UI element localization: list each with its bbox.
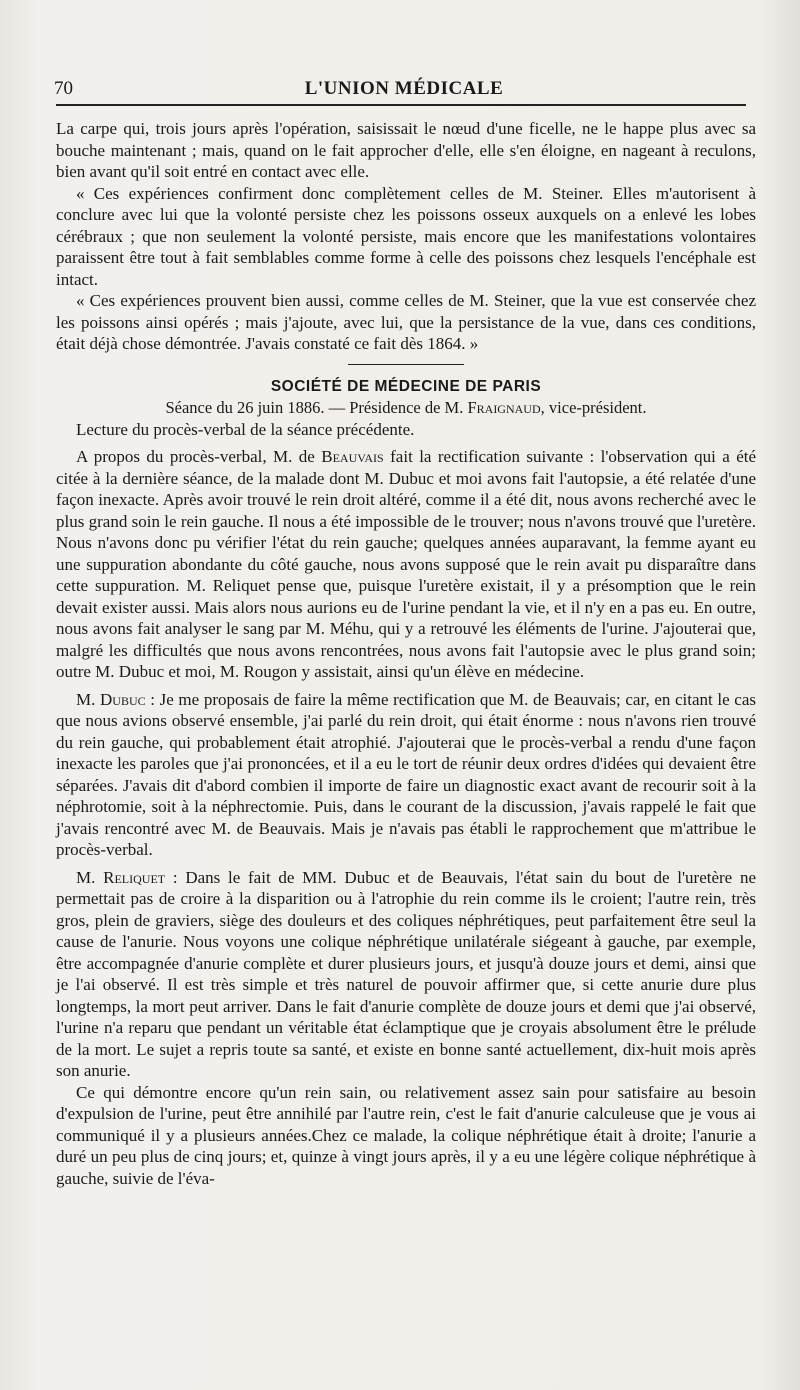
page-header (54, 78, 754, 104)
beauvais-intro: A propos du procès-verbal, M. de (76, 447, 315, 466)
dubuc-text: : Je me proposais de faire la même rectification que M. de Beauvais; car, en citant le cas que nous avions observé ensemble, j'ai parlé du rein droit, qui était énorme : nous n'avons rien trouvé du rein gauche, qui probablement était atrophié. J'ajouterai que le procès-verbal a rendu d'une façon inexacte les paroles que j'ai prononcées, et il a eu le tort de réunir deux ordres d'idées qui devaient être séparées. J'avais dit d'abord combien il importe de faire un diagnostic exact avant de recourir soit à la néphrotomie, soit à la néphrectomie. Puis, dans le courant de la discussion, j'avais rappelé le fait que j'avais rencontré avec M. de Beauvais. Mais je n'avais pas établi le rapprochement que m'attribue le procès-verbal. (56, 689, 757, 859)
paragraph-beauvais (56, 446, 756, 683)
paragraph-reliquet (56, 867, 756, 1082)
paragraph-steiner-vue: « Ces expériences prouvent bien aussi, comme celles de M. Steiner, que la vue est conservée chez les poissons ainsi opérés ; mais j'ajoute, avec lui, que la persistance de la vue, dans ces conditions, était déjà chose démontrée. J'avais constaté ce fait dès 1864. » (56, 291, 756, 353)
reliquet-text: : Dans le fait de MM. Dubuc et de Beauvais, l'état sain du bout de l'uretère ne permettait pas de croire à la disparition ou à l'atrophie du rein comme ils le croient; l'autre rein, très gros, plein de graviers, siège des douleurs et des coliques néphrétiques, peut parfaitement être seul la cause de l'anurie. Nous voyons une colique néphrétique unilatérale siégeant à gauche, par exemple, être accompagnée d'anurie complète et durer plusieurs jours, et jusqu'à douze jours et demi, ainsi que je l'ai observé. Il est très simple et très naturel de pouvoir affirmer que, si cette anurie dure plus longtemps, la mort peut arriver. Dans le fait d'anurie complète de douze jours et demi que j'ai observé, l'urine n'a reparu que pendant un véritable état éclamptique que je croyais absolument être le prélude de la mort. Le sujet a repris toute sa santé, et existe en bonne santé actuellement, dix-huit mois après son anurie. (56, 867, 757, 1080)
dubuc-intro: M. (76, 689, 96, 709)
seance-line (56, 397, 756, 419)
paragraph-anurie-calculeuse: Ce qui démontre encore qu'un rein sain, ou relativement assez sain pour satisfaire au besoin d'expulsion de l'urine, peut être annihilé par l'autre rein, c'est le fait d'anurie calculeuse que je vous ai communiqué il y a plusieurs années.Chez ce malade, la colique néphrétique était à droite; l'anurie a duré un peu plus de cinq jours; et, quinze à vingt jours après, il y a eu une légère colique néphrétique à gauche, suivie de l'éva- (56, 1082, 756, 1188)
speaker-reliquet: Reliquet (103, 867, 166, 887)
paragraph-carpe: La carpe qui, trois jours après l'opération, saisissait le nœud d'une ficelle, ne le happe plus avec sa bouche maintenant ; mais, quand on le fait approcher d'elle, elle s'en éloigne, en nageant à reculons, bien avant qu'il soit entré en contact avec elle. (56, 119, 756, 181)
seance-suffix: , vice-président. (540, 398, 647, 417)
journal-title: L'UNION MÉDICALE (304, 78, 504, 99)
seance-prefix: Séance du 26 juin 1886. — Présidence de M. (165, 398, 464, 417)
reliquet-intro: M. (76, 867, 96, 887)
seance-president: Fraignaud (467, 398, 541, 417)
paragraph-lecture: Lecture du procès-verbal de la séance précédente. (76, 419, 415, 439)
section-divider (348, 364, 464, 365)
page-number: 70 (54, 78, 73, 99)
paragraph-dubuc (56, 689, 756, 861)
section-title: SOCIÉTÉ DE MÉDECINE DE PARIS (270, 377, 542, 395)
speaker-beauvais: Beauvais (321, 447, 384, 466)
beauvais-text: fait la rectification suivante : l'observation qui a été citée à la dernière séance, de la malade dont M. Dubuc et moi avons fait l'autopsie, a été relatée d'une façon inexacte. Après avoir trouvé le rein droit altéré, comme il a été dit, nous avons recherché avec le plus grand soin le rein gauche. Il nous a été impossible de le trouver; nous n'avons trouvé que l'uretère. Nous n'avons donc pu vérifier l'état du rein gauche; quelques années auparavant, la femme ayant eu une suppuration abondante du côté gauche, nous avons supposé que le rein avait pu disparaître dans cette suppuration. M. Reliquet pense que, puisque l'uretère existait, il y a présomption que le rein devait exister aussi. Mais alors nous aurions eu de l'urine pendant la vie, et il n'y en a pas eu. En outre, nous avons fait analyser le sang par M. Méhu, qui y a retrouvé les éléments de l'urine. J'ajouterai que, malgré les difficultés que nous avons rencontrées, nous avons fait l'autopsie avec le plus grand soin; outre M. Dubuc et moi, M. Rougon y assistait, ainsi qu'un élève en médecine. (56, 447, 757, 681)
header-rule (56, 104, 746, 106)
paragraph-steiner-conclusion: « Ces expériences confirment donc complètement celles de M. Steiner. Elles m'autorisent à conclure avec lui que la volonté persiste chez les poissons osseux auxquels on a enlevé les lobes cérébraux ; que non seulement la volonté persiste, mais encore que les manifestations volontaires paraissent être tout à fait semblables comme forme à celle des poissons chez lesquels l'encéphale est intact. (56, 183, 756, 289)
speaker-dubuc: Dubuc (100, 689, 146, 709)
article-body (56, 118, 756, 1189)
